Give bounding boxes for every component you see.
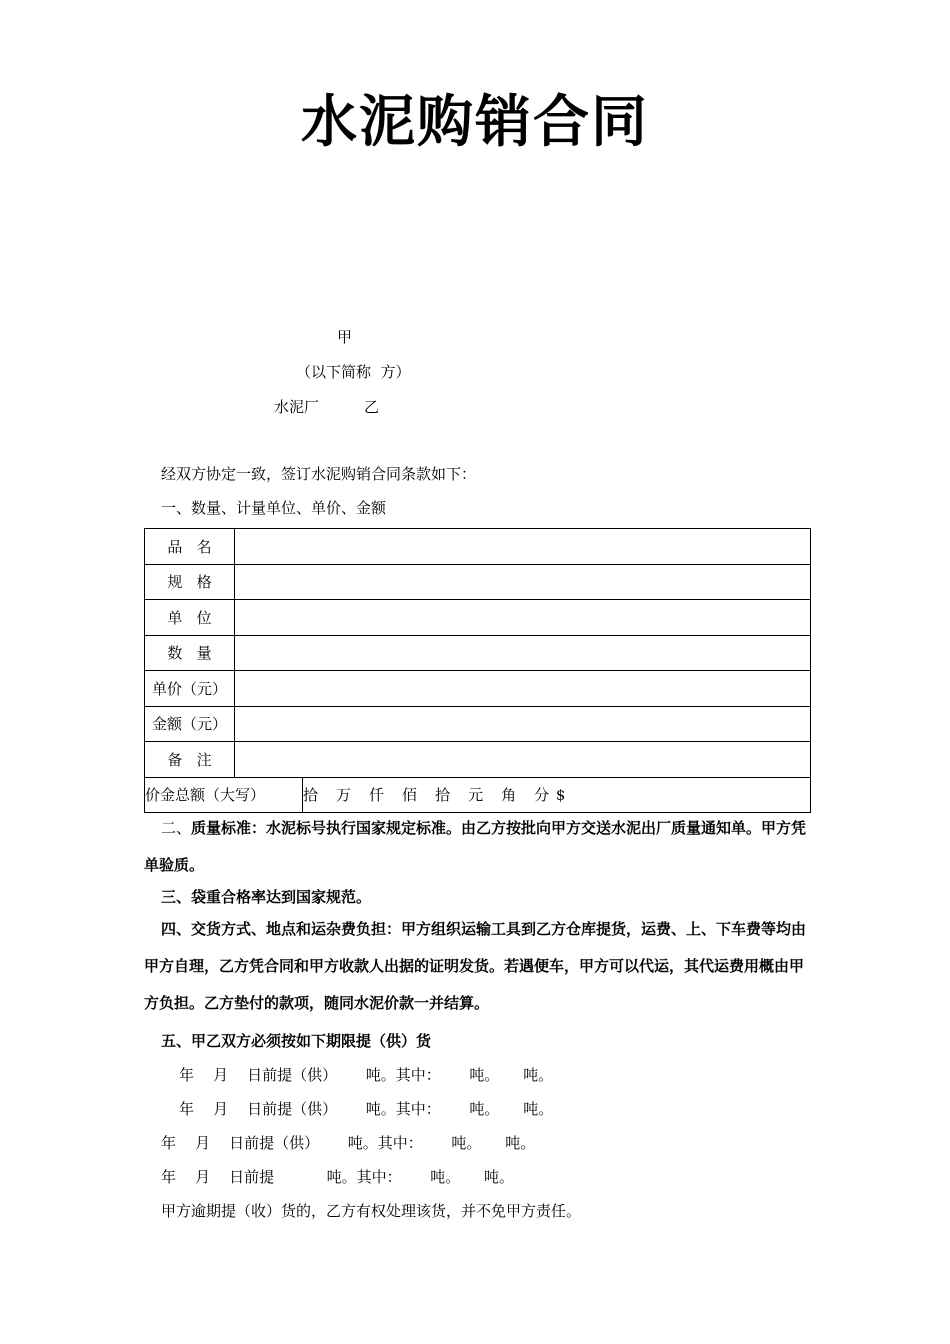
goods-table: [144, 528, 811, 813]
schedule-line-2: 年 月 日前提（供） 吨。其中： 吨。 吨。: [179, 1100, 554, 1118]
unit-bai: 佰: [402, 786, 418, 805]
section2-paragraph: [144, 810, 811, 884]
row-value-quantity: [235, 635, 811, 671]
row-label-amount: 金额（元）: [145, 706, 235, 742]
unit-shi-2: 拾: [435, 786, 451, 805]
section2-prefix: 二、: [161, 819, 192, 837]
party-a-label: 甲: [337, 328, 353, 346]
total-amount-label: 价金总额（大写）: [145, 777, 303, 813]
section1-heading: 一、数量、计量单位、单价、金额: [161, 499, 387, 517]
table-row: [145, 706, 811, 742]
unit-jiao: 角: [501, 786, 517, 805]
section5-heading: 五、甲乙双方必须按如下期限提（供）货: [161, 1032, 432, 1050]
factory-label: 水泥厂: [274, 398, 320, 416]
overdue-clause: 甲方逾期提（收）货的，乙方有权处理该货，并不免甲方责任。: [161, 1202, 582, 1220]
row-label-quantity: 数 量: [145, 635, 235, 671]
row-value-unit: [235, 600, 811, 636]
schedule-line-3: 年 月 日前提（供） 吨。其中： 吨。 吨。: [161, 1134, 536, 1152]
row-value-amount: [235, 706, 811, 742]
document-title: 水泥购销合同: [301, 90, 649, 155]
table-row: [145, 671, 811, 707]
unit-shi-1: 拾: [303, 786, 319, 805]
section3-text: 三、袋重合格率达到国家规范。: [161, 888, 372, 906]
table-row-total: [145, 777, 811, 813]
row-value-unit-price: [235, 671, 811, 707]
row-value-product-name: [235, 529, 811, 565]
section2-text: 质量标准：水泥标号执行国家规定标准。由乙方按批向甲方交送水泥出厂质量通知单。甲方凭单验质。: [144, 819, 807, 874]
table-row: [145, 564, 811, 600]
row-label-unit: 单 位: [145, 600, 235, 636]
abbreviation-label: （以下简称 方）: [296, 363, 411, 381]
schedule-line-4: 年 月 日前提 吨。其中： 吨。 吨。: [161, 1168, 515, 1186]
row-label-spec: 规 格: [145, 564, 235, 600]
unit-yuan: 元: [468, 786, 484, 805]
schedule-line-1: 年 月 日前提（供） 吨。其中： 吨。 吨。: [179, 1066, 554, 1084]
unit-qian: 仟: [369, 786, 385, 805]
row-label-remarks: 备 注: [145, 742, 235, 778]
unit-wan: 万: [336, 786, 352, 805]
row-value-spec: [235, 564, 811, 600]
row-label-product-name: 品 名: [145, 529, 235, 565]
table-row: [145, 742, 811, 778]
section4-paragraph: 四、交货方式、地点和运杂费负担：甲方组织运输工具到乙方仓库提货，运费、上、下车费等均由甲方自理，乙方凭合同和甲方收款人出据的证明发货。若遇便车，甲方可以代运，其代运费用概由甲方负担。乙方垫付的款项，随同水泥价款一并结算。: [144, 920, 807, 1012]
intro-text: 经双方协定一致，签订水泥购销合同条款如下：: [161, 465, 477, 483]
table-row: [145, 635, 811, 671]
row-value-remarks: [235, 742, 811, 778]
party-b-label: 乙: [364, 398, 380, 416]
total-amount-units: [303, 777, 811, 813]
unit-fen: 分 $: [534, 786, 566, 805]
row-label-unit-price: 单价（元）: [145, 671, 235, 707]
table-row: [145, 600, 811, 636]
table-row: [145, 529, 811, 565]
